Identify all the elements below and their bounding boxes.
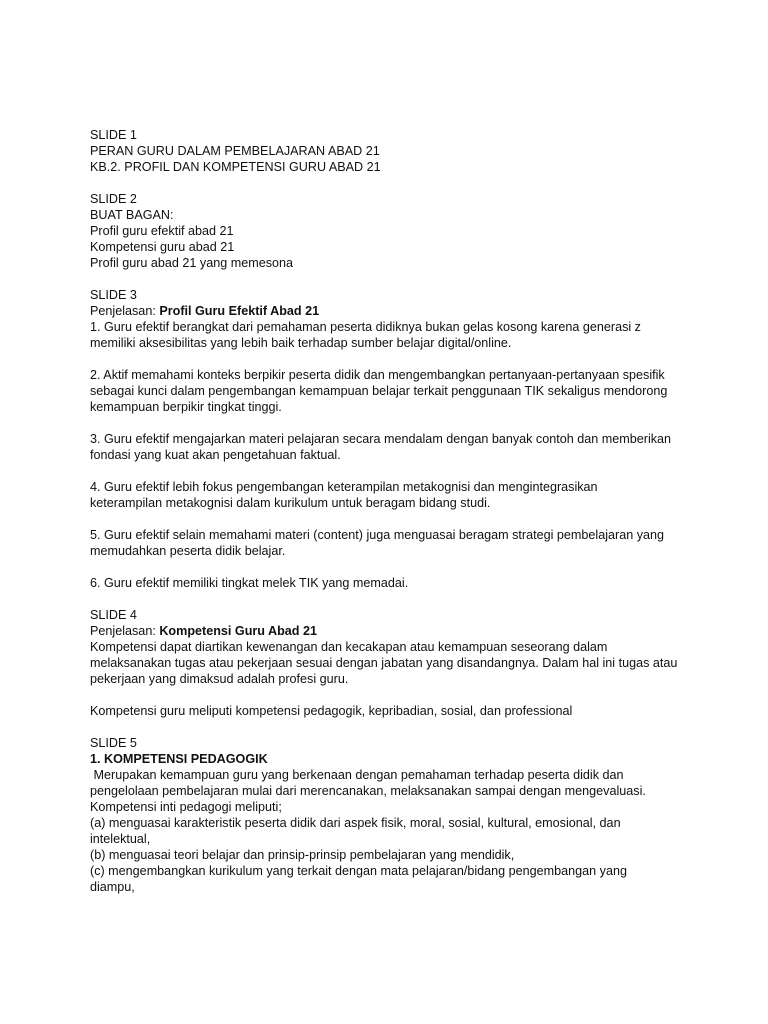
slide1-title: SLIDE 1 bbox=[90, 128, 137, 142]
slide5-line: Kompetensi inti pedagogi meliputi; bbox=[90, 800, 282, 814]
point-line: 1. Guru efektif berangkat dari pemahaman peserta didiknya bukan gelas kosong karena generasi z bbox=[90, 320, 641, 334]
slide5-line: (a) menguasai karakteristik peserta didik dari aspek fisik, moral, sosial, kultural, emosional, dan bbox=[90, 816, 621, 830]
slide4-prefix: Penjelasan: bbox=[90, 624, 160, 638]
slide5-line: pengelolaan pembelajaran mulai dari merencanakan, melaksanakan sampai dengan mengevaluasi. bbox=[90, 784, 646, 798]
point-line: sebagai kunci dalam pengembangan kemampuan belajar terkait penggunaan TIK sekaligus mendorong bbox=[90, 384, 668, 398]
slide3-title: SLIDE 3 bbox=[90, 288, 137, 302]
slide3-prefix: Penjelasan: bbox=[90, 304, 160, 318]
slide4-heading: Kompetensi Guru Abad 21 bbox=[159, 624, 318, 638]
point-line: memiliki aksesibilitas yang lebih baik terhadap sumber belajar digital/online. bbox=[90, 336, 512, 350]
slide5-line: (b) menguasai teori belajar dan prinsip-prinsip pembelajaran yang mendidik, bbox=[90, 848, 515, 862]
slide3-point-2 bbox=[90, 367, 728, 415]
point-line: kemampuan berpikir tingkat tinggi. bbox=[90, 400, 282, 414]
slide4-section bbox=[90, 607, 728, 719]
slide2-line: Kompetensi guru abad 21 bbox=[90, 240, 235, 254]
slide5-title: SLIDE 5 bbox=[90, 736, 137, 750]
slide2-line: Profil guru abad 21 yang memesona bbox=[90, 256, 294, 270]
point-line: 4. Guru efektif lebih fokus pengembangan keterampilan metakognisi dan mengintegrasikan bbox=[90, 480, 598, 494]
point-line: keterampilan metakognisi dalam kurikulum untuk beragam bidang studi. bbox=[90, 496, 491, 510]
slide3-point-4 bbox=[90, 479, 728, 511]
slide4-title: SLIDE 4 bbox=[90, 608, 137, 622]
slide2-line: Profil guru efektif abad 21 bbox=[90, 224, 234, 238]
slide3-heading-line bbox=[90, 303, 728, 319]
slide3-point-5 bbox=[90, 527, 728, 559]
point-line: fondasi yang kuat akan pengetahuan faktual. bbox=[90, 448, 341, 462]
slide5-line: Merupakan kemampuan guru yang berkenaan dengan pemahaman terhadap peserta didik dan bbox=[90, 768, 624, 782]
slide1-line: KB.2. PROFIL DAN KOMPETENSI GURU ABAD 21 bbox=[90, 160, 381, 174]
slide3-heading: Profil Guru Efektif Abad 21 bbox=[159, 304, 320, 318]
slide3-point-1 bbox=[90, 319, 728, 351]
slide5-line: intelektual, bbox=[90, 832, 151, 846]
slide5-line: diampu, bbox=[90, 880, 135, 894]
slide4-paragraph2: Kompetensi guru meliputi kompetensi pedagogik, kepribadian, sosial, dan professional bbox=[90, 704, 573, 718]
slide3-section bbox=[90, 287, 728, 591]
slide2-section bbox=[90, 191, 728, 271]
slide5-line: (c) mengembangkan kurikulum yang terkait dengan mata pelajaran/bidang pengembangan yang bbox=[90, 864, 627, 878]
slide1-line: PERAN GURU DALAM PEMBELAJARAN ABAD 21 bbox=[90, 144, 380, 158]
point-line: 5. Guru efektif selain memahami materi (content) juga menguasai beragam strategi pembelajaran yang bbox=[90, 528, 665, 542]
slide4-paragraph-line: pekerjaan yang dimaksud adalah profesi guru. bbox=[90, 672, 349, 686]
point-line: memudahkan peserta didik belajar. bbox=[90, 544, 286, 558]
slide1-section bbox=[90, 127, 728, 175]
slide5-heading: 1. KOMPETENSI PEDAGOGIK bbox=[90, 752, 268, 766]
slide2-line: BUAT BAGAN: bbox=[90, 208, 174, 222]
slide5-section bbox=[90, 735, 728, 895]
point-line: 2. Aktif memahami konteks berpikir peserta didik dan mengembangkan pertanyaan-pertanyaan spesifik bbox=[90, 368, 665, 382]
slide4-heading-line bbox=[90, 623, 728, 639]
point-line: 6. Guru efektif memiliki tingkat melek TIK yang memadai. bbox=[90, 576, 409, 590]
slide3-point-3 bbox=[90, 431, 728, 463]
point-line: 3. Guru efektif mengajarkan materi pelajaran secara mendalam dengan banyak contoh dan memberikan bbox=[90, 432, 672, 446]
slide4-paragraph-line: Kompetensi dapat diartikan kewenangan dan kecakapan atau kemampuan seseorang dalam bbox=[90, 640, 608, 654]
slide2-title: SLIDE 2 bbox=[90, 192, 137, 206]
slide4-paragraph-line: melaksanakan tugas atau pekerjaan sesuai dengan jabatan yang disandangnya. Dalam hal ini tugas atau bbox=[90, 656, 678, 670]
slide3-point-6 bbox=[90, 575, 728, 591]
